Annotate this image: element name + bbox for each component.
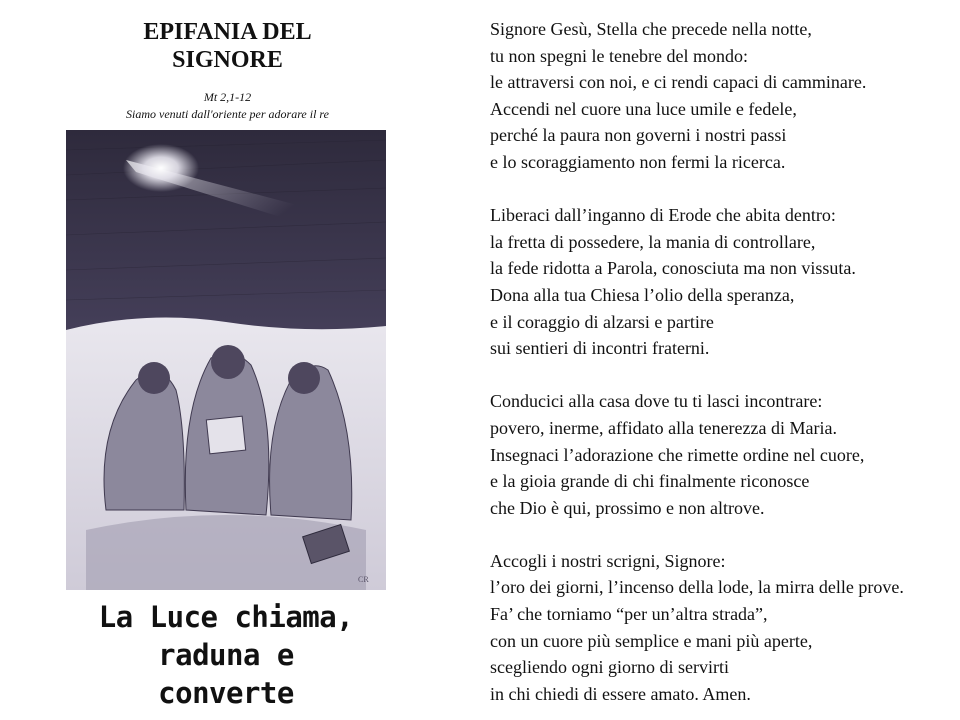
verse-line: Fa’ che torniamo “per un’altra strada”, bbox=[490, 604, 768, 625]
verse-line: povero, inerme, affidato alla tenerezza di Maria. bbox=[490, 417, 837, 438]
page-title-line-2: SIGNORE bbox=[172, 47, 283, 73]
artist-signature: CR bbox=[358, 575, 369, 584]
verse-line: la fede ridotta a Parola, conosciuta ma non vissuta. bbox=[490, 258, 856, 279]
verse-line: l’oro dei giorni, l’incenso della lode, la mirra delle prove. bbox=[490, 577, 904, 598]
verse-line: Accogli i nostri scrigni, Signore: bbox=[490, 550, 726, 571]
verse-line: Liberaci dall’inganno di Erode che abita dentro: bbox=[490, 205, 836, 226]
verse-line: con un cuore più semplice e mani più aperte, bbox=[490, 630, 813, 651]
verse-line: Dona alla tua Chiesa l’olio della speranza, bbox=[490, 284, 795, 305]
stanza bbox=[490, 548, 952, 708]
verse-line: e lo scoraggiamento non fermi la ricerca. bbox=[490, 151, 786, 172]
verse-line: Conducici alla casa dove tu ti lasci incontrare: bbox=[490, 391, 823, 412]
verse-line: Accendi nel cuore una luce umile e fedele, bbox=[490, 98, 797, 119]
verse-line: in chi chiedi di essere amato. Amen. bbox=[490, 683, 751, 704]
motto-line: La Luce chiama, bbox=[98, 600, 354, 634]
verse-line: scegliendo ogni giorno di servirti bbox=[490, 657, 729, 678]
page-title-line-1: EPIFANIA DEL bbox=[143, 19, 312, 45]
verse-line: Signore Gesù, Stella che precede nella notte, bbox=[490, 19, 812, 39]
verse-line: e il coraggio di alzarsi e partire bbox=[490, 311, 714, 332]
verse-line: sui sentieri di incontri fraterni. bbox=[490, 338, 710, 359]
page-title bbox=[55, 18, 400, 74]
prayer-text bbox=[490, 16, 952, 707]
header-block bbox=[55, 18, 400, 122]
verse-line: che Dio è qui, prossimo e non altrove. bbox=[490, 497, 765, 518]
page-subtitle: Siamo venuti dall'oriente per adorare il re bbox=[126, 107, 329, 121]
motto-line: raduna e bbox=[158, 638, 294, 672]
stanza bbox=[490, 388, 952, 521]
stanza bbox=[490, 202, 952, 362]
magi-illustration bbox=[66, 130, 386, 590]
verse-line: Insegnaci l’adorazione che rimette ordine nel cuore, bbox=[490, 444, 865, 465]
verse-line: tu non spegni le tenebre del mondo: bbox=[490, 45, 748, 66]
verse-line: le attraversi con noi, e ci rendi capaci di camminare. bbox=[490, 72, 867, 93]
verse-line: la fretta di possedere, la mania di controllare, bbox=[490, 231, 816, 252]
comet-star-icon bbox=[123, 144, 199, 192]
motto-line: converte bbox=[158, 676, 294, 710]
gospel-reference: Mt 2,1-12 bbox=[203, 90, 252, 104]
motto bbox=[60, 598, 392, 712]
stanza bbox=[490, 16, 952, 176]
verse-line: perché la paura non governi i nostri passi bbox=[490, 125, 787, 146]
verse-line: e la gioia grande di chi finalmente riconosce bbox=[490, 471, 810, 492]
